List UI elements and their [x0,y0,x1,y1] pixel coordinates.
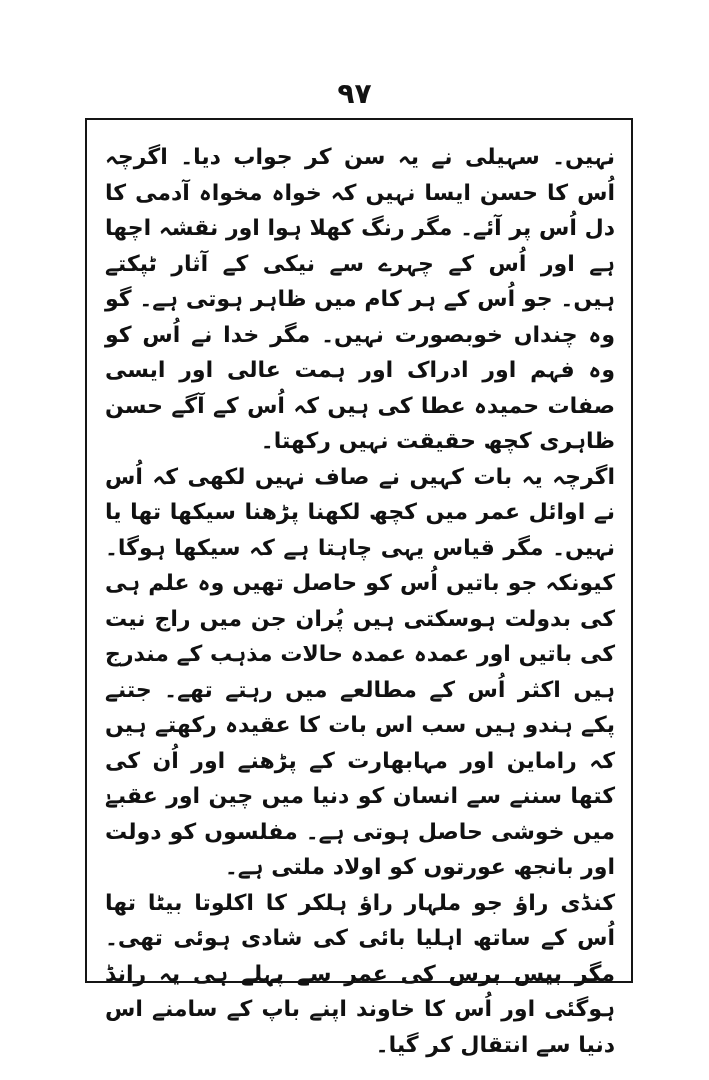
paragraph-2: اگرچہ یہ بات کہیں نے صاف نہیں لکھی کہ اُس نے اوائل عمر میں کچھ لکھنا پڑھنا سیکھا تھا یا نہیں۔ مگر قیاس یہی چاہتا ہے کہ سیکھا ہوگا۔ کیونکہ جو باتیں اُس کو حاصل تھیں وہ علم ہی کی بدولت ہوسکتی ہیں پُران جن میں راج نیت کی باتیں اور عمدہ عمدہ حالات مذہب کے مندرج ہیں اکثر اُس کے مطالعے میں رہتے تھے۔ جتنے پکے ہندو ہیں سب اس بات کا عقیدہ رکھتے ہیں کہ راماین اور مہابھارت کے پڑھنے اور اُن کی کتھا سننے سے انسان کو دنیا میں چین اور عقبےٰ میں خوشی حاصل ہوتی ہے۔ مفلسوں کو دولت اور بانجھ عورتوں کو اولاد ملتی ہے۔ [105,464,615,880]
page-number: ٩٧ [337,77,372,110]
paragraph-3: کنڈی راؤ جو ملہار راؤ ہلکر کا اکلوتا بیٹا تھا اُس کے ساتھ اہلیا بائی کی شادی ہوئی تھی۔ مگر بیس برس کی عمر سے پہلے ہی یہ رانڈ ہوگئی اور اُس کا خاوند اپنے باپ کے سامنے اس دنیا سے انتقال کر گیا۔ [105,890,615,1058]
body-text [105,140,615,1063]
paragraph-1: نہیں۔ سہیلی نے یہ سن کر جواب دیا۔ اگرچہ اُس کا حسن ایسا نہیں کہ خواہ مخواہ آدمی کا دل اُس پر آئے۔ مگر رنگ کھلا ہوا اور نقشہ اچھا ہے اور اُس کے چہرے سے نیکی کے آثار ٹپکتے ہیں۔ جو اُس کے ہر کام میں ظاہر ہوتی ہے۔ گو وہ چنداں خوبصورت نہیں۔ مگر خدا نے اُس کو وہ فہم اور ادراک اور ہمت عالی اور ایسی صفات حمیدہ عطا کی ہیں کہ اُس کے آگے حسن ظاہری کچھ حقیقت نہیں رکھتا۔ [105,145,615,454]
